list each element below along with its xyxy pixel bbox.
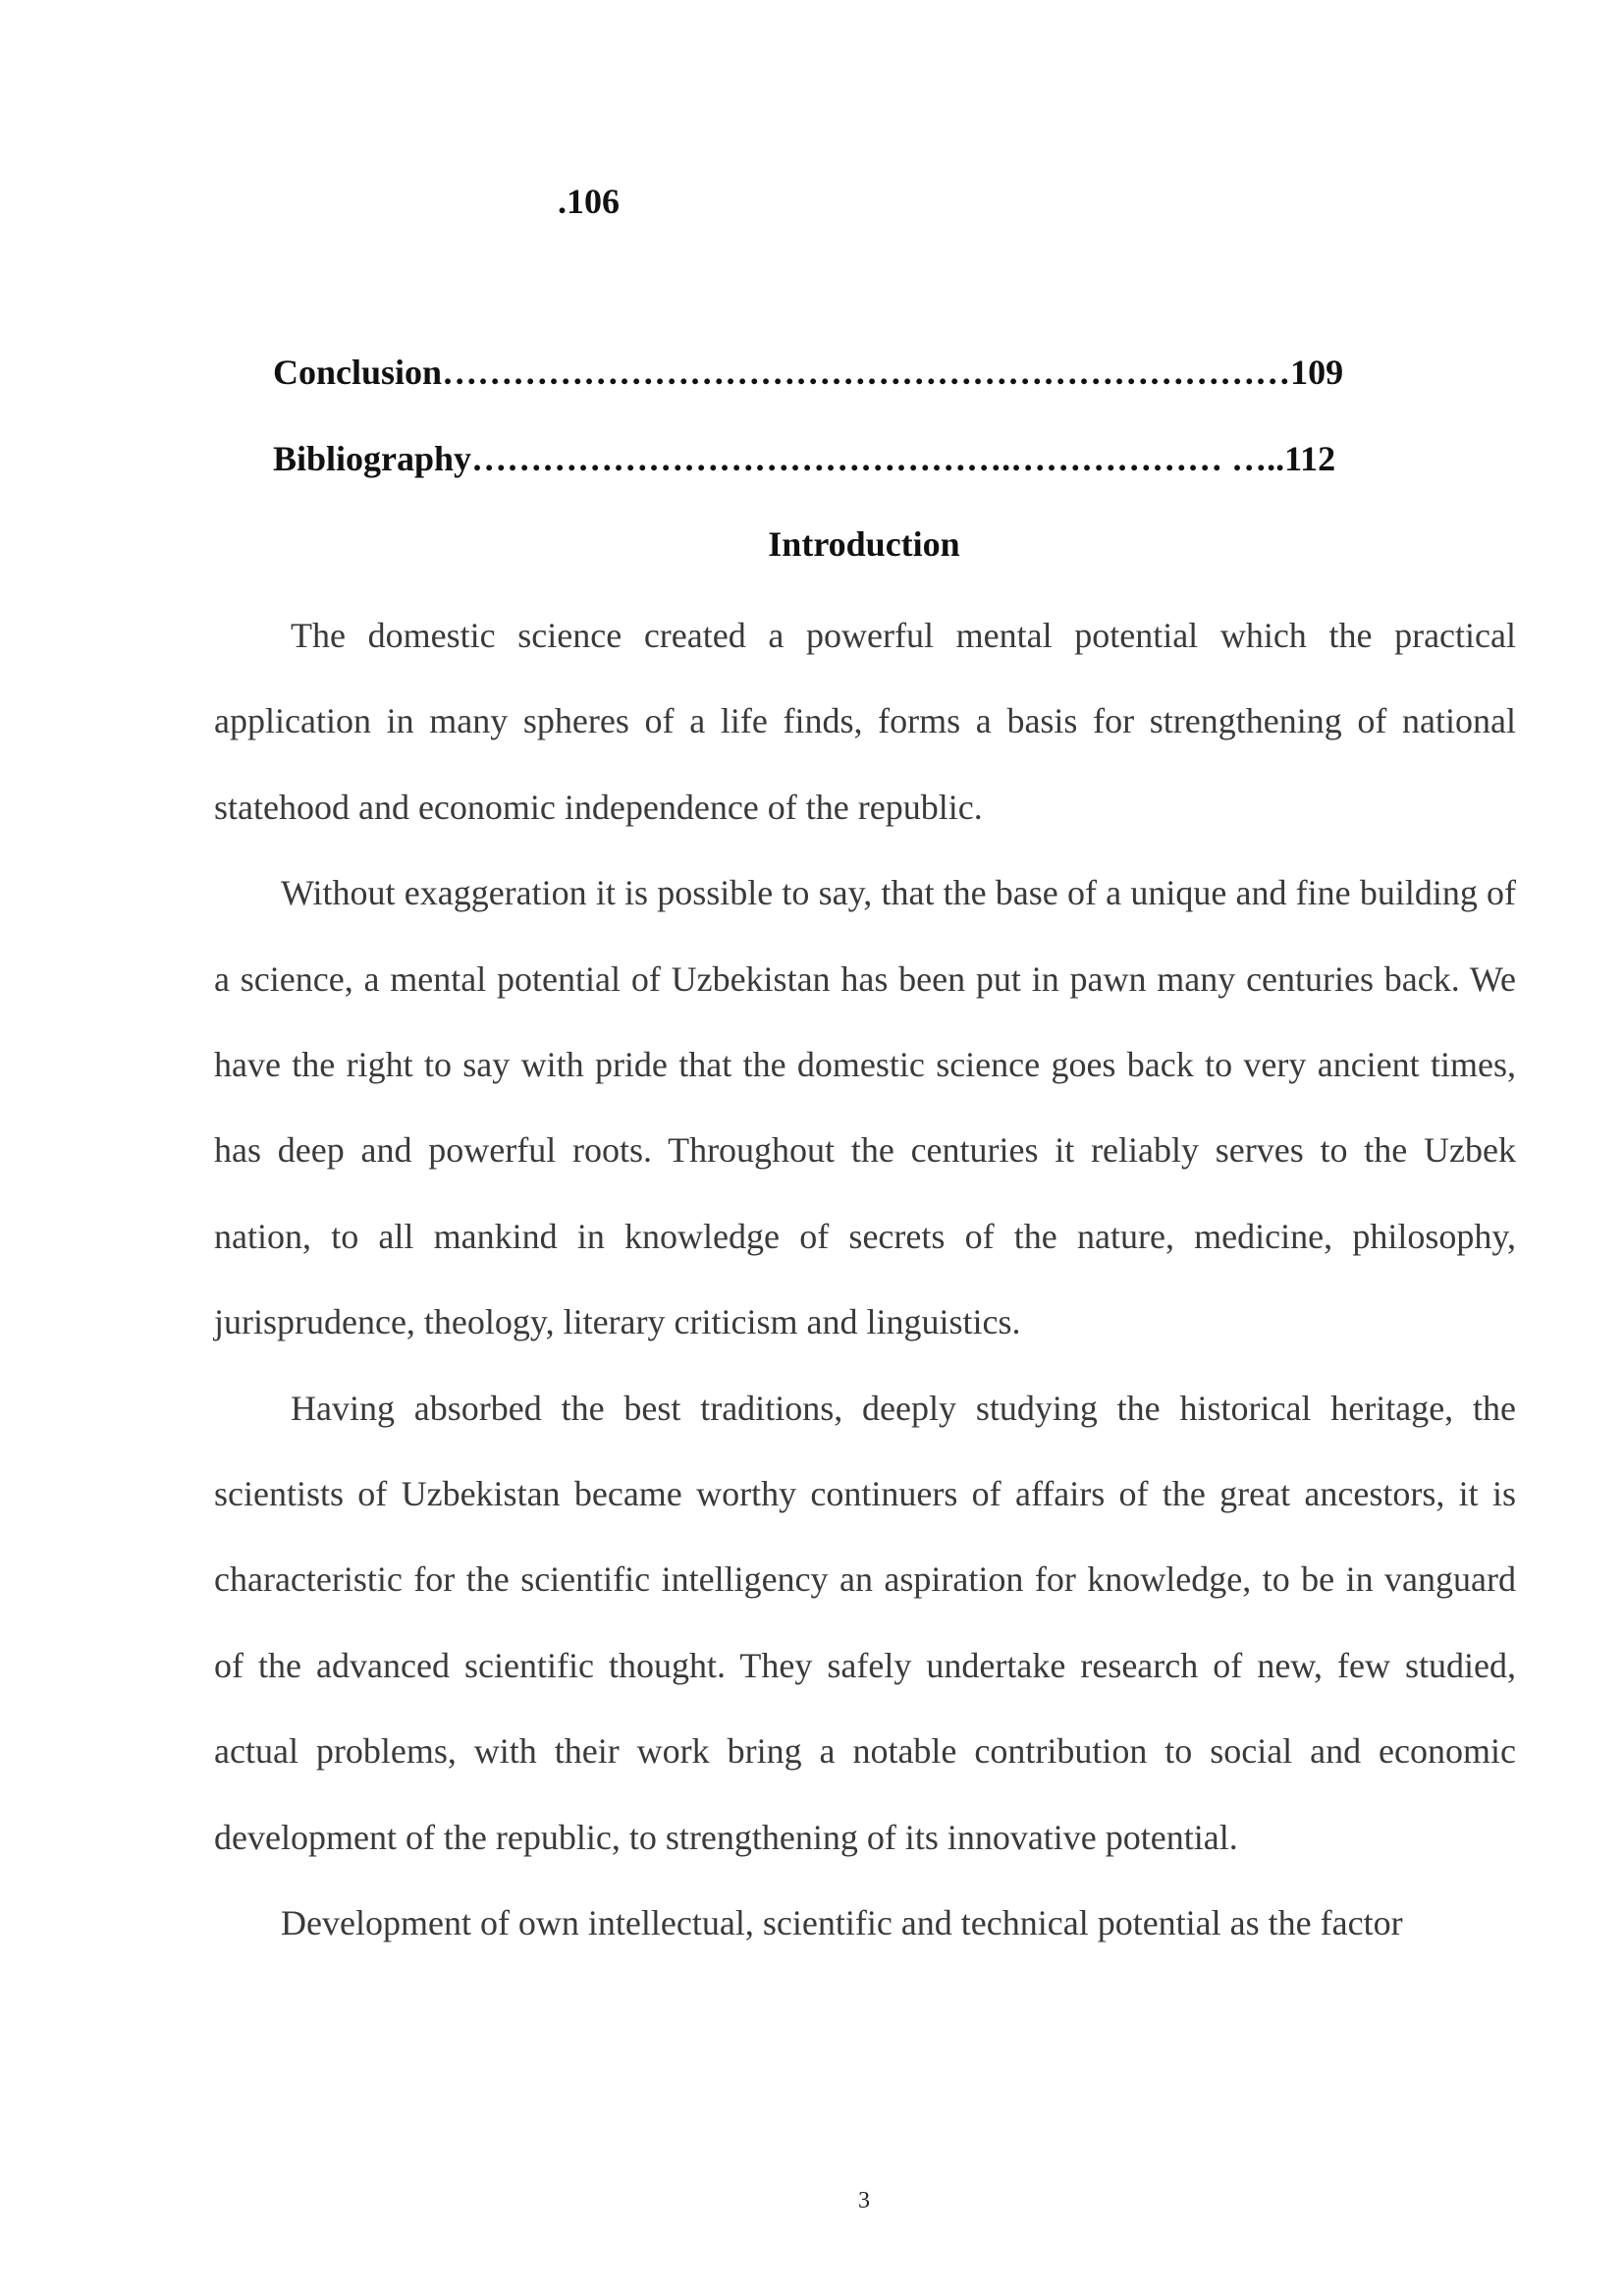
- toc-conclusion-page: 109: [1290, 353, 1344, 392]
- body-text: [214, 593, 1516, 1967]
- toc-bibliography-label: Bibliography: [273, 439, 472, 478]
- toc-conclusion-label: Conclusion: [273, 353, 443, 392]
- toc-page-fragment: .106: [558, 182, 620, 221]
- section-heading: Introduction: [768, 524, 960, 564]
- toc-bibliography-dots: ……………………………………….……………… …..: [471, 439, 1285, 478]
- paragraph-3: Having absorbed the best traditions, deeply studying the historical heritage, the scientists of Uzbekistan became worthy continuers of affairs of the great ancestors, it is characteristic for the scientific intelligency an aspiration for knowledge, to be in vanguard of the advanced scientific thought. They safely undertake research of new, few studied, actual problems, with their work bring a notable contribution to social and economic development of the republic, to strengthening of its innovative potential.: [214, 1388, 1516, 1857]
- paragraph-2: Without exaggeration it is possible to say, that the base of a unique and fine building of a science, a mental potential of Uzbekistan has been put in pawn many centuries back. We have the right to say with pride that the domestic science goes back to very ancient times, has deep and powerful roots. Throughout the centuries it reliably serves to the Uzbek nation, to all mankind in knowledge of secrets of the nature, medicine, philosophy, jurisprudence, theology, literary criticism and linguistics.: [214, 873, 1516, 1342]
- paragraph-1: The domestic science created a powerful mental potential which the practical application in many spheres of a life finds, forms a basis for strengthening of national statehood and economic independence of the republic.: [214, 616, 1516, 827]
- toc-entry-bibliography: [273, 438, 1335, 479]
- toc-entry-conclusion: [273, 352, 1343, 393]
- toc-bibliography-page: 112: [1284, 439, 1336, 478]
- paragraph-4: Development of own intellectual, scientific and technical potential as the factor: [281, 1903, 1403, 1943]
- toc-conclusion-dots: ………………………………………………………………: [442, 353, 1291, 392]
- page-number: 3: [858, 2188, 870, 2214]
